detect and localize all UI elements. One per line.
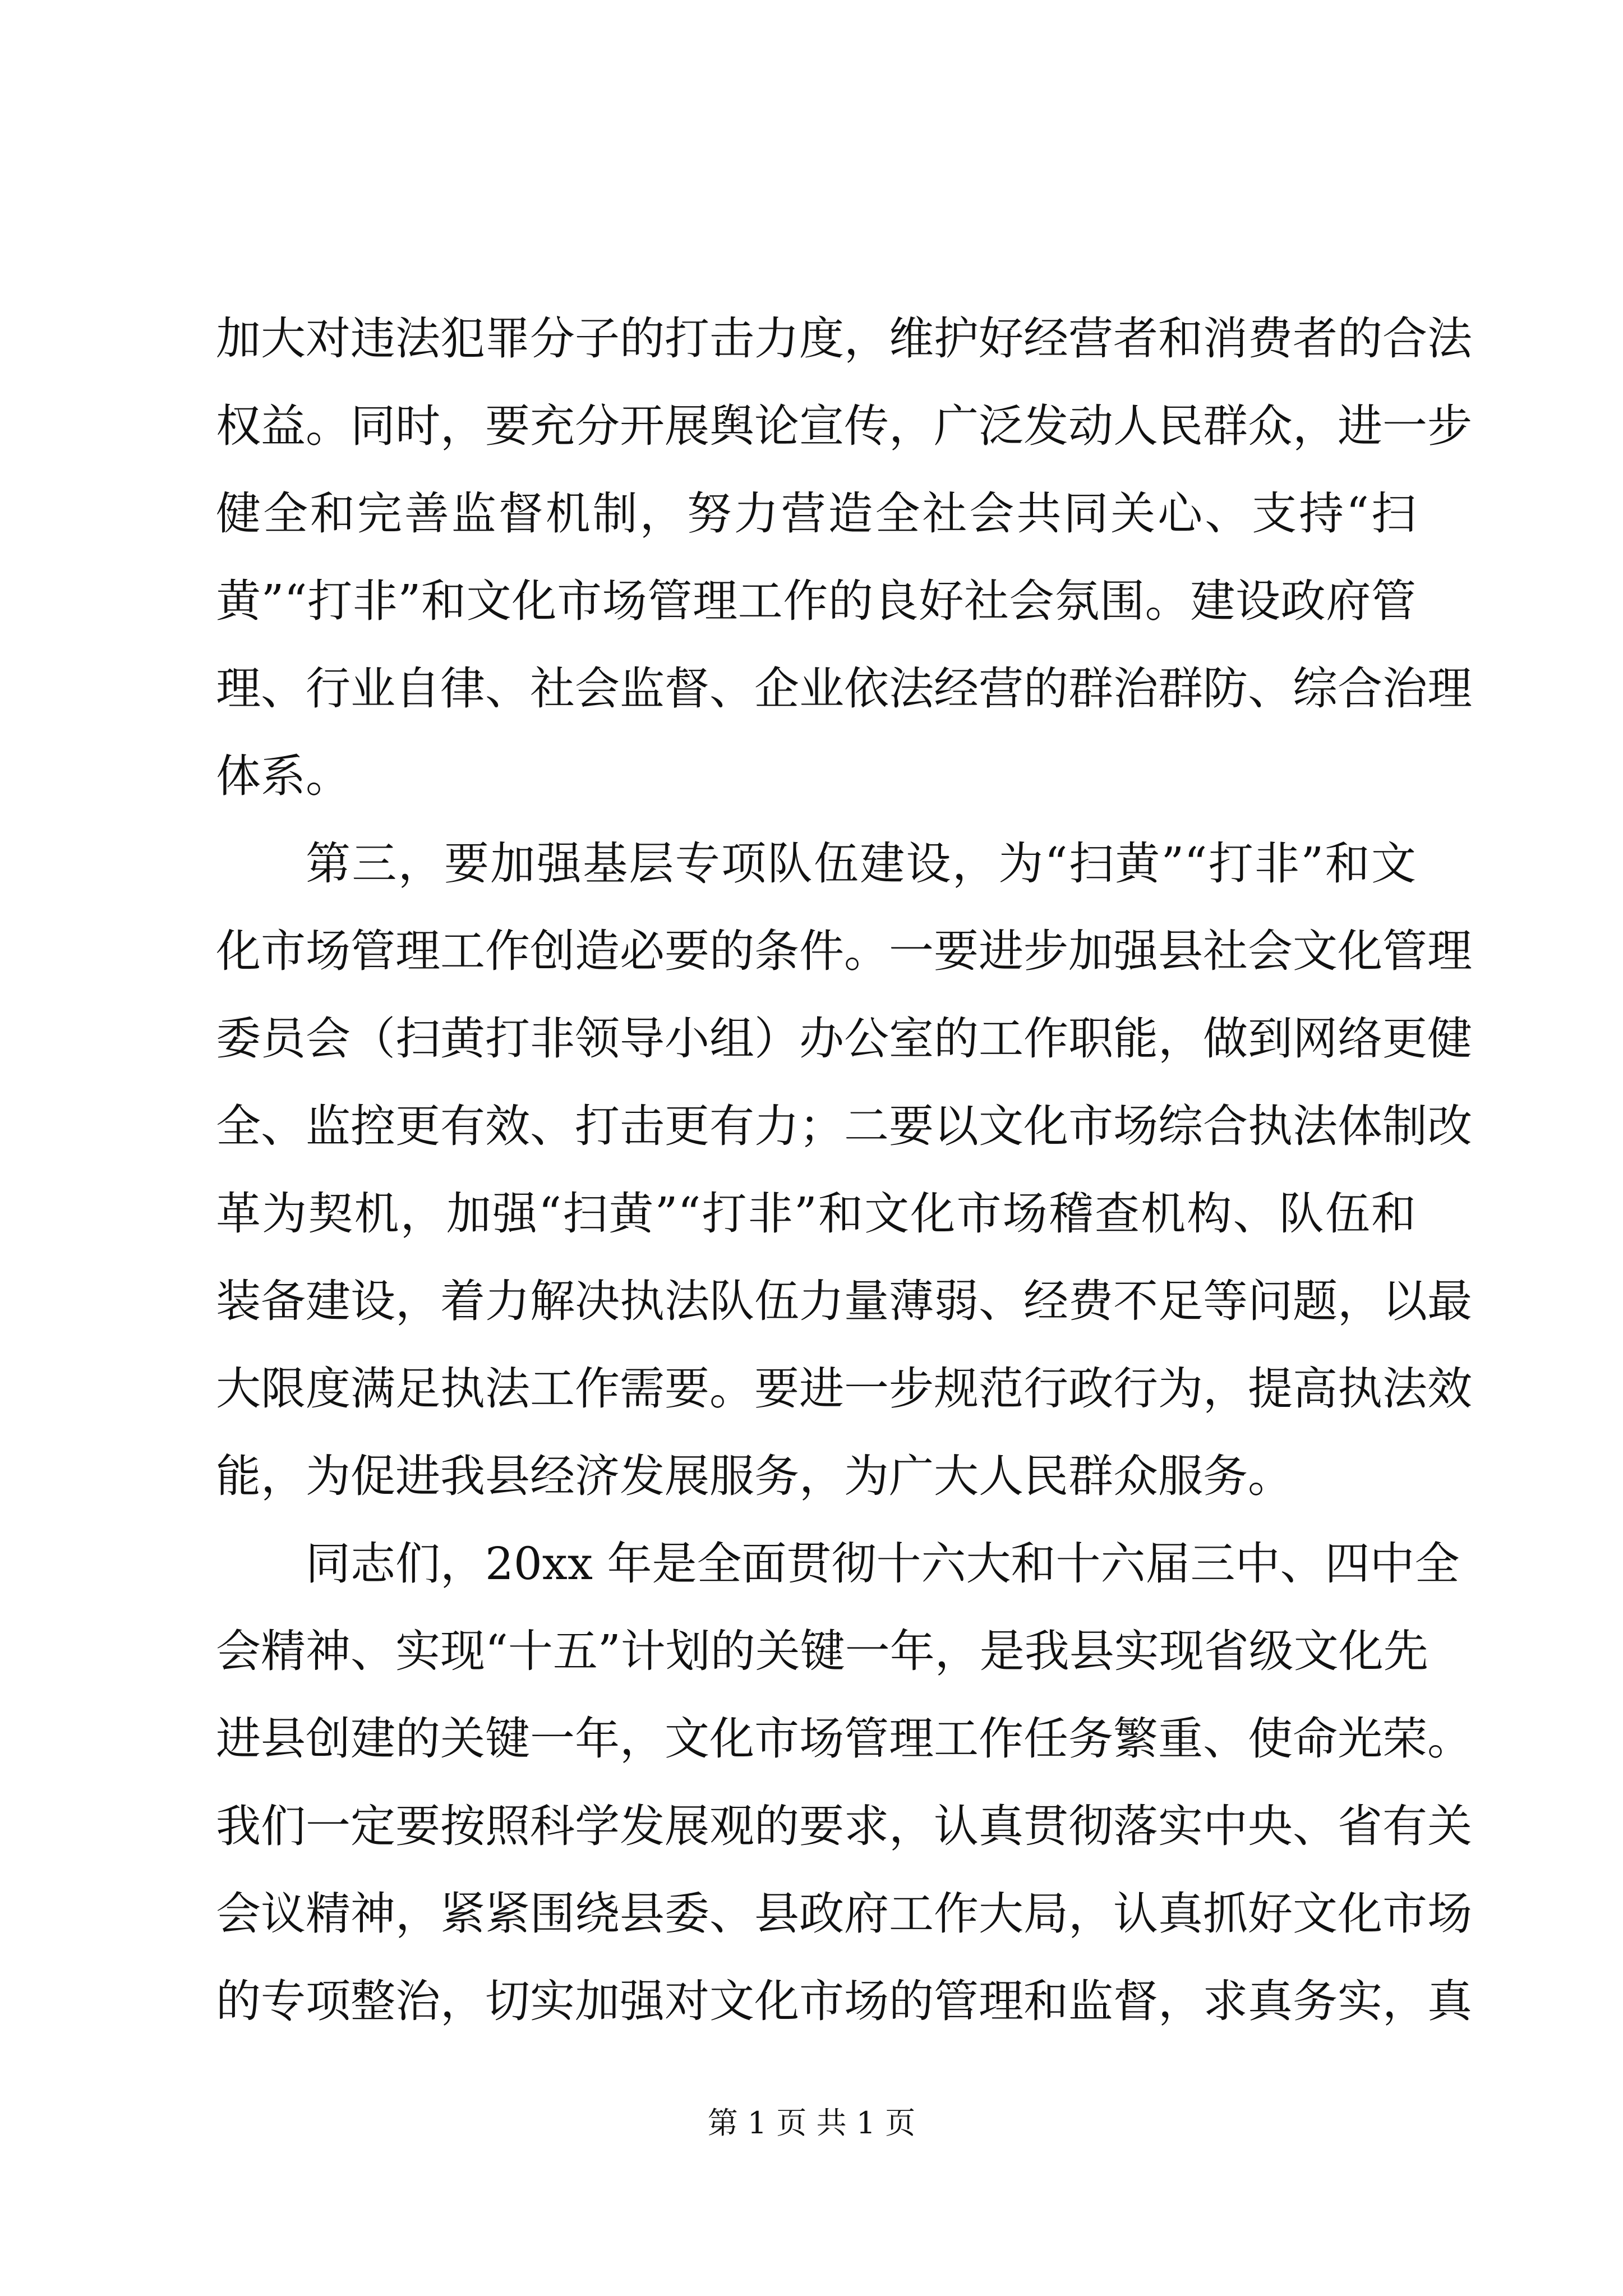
document-body [216,295,1472,2045]
text-line: 会精神、实现“十五”计划的关键一年，是我县实现省级文化先 [216,1625,1428,1677]
text-line: 健全和完善监督机制，努力营造全社会共同关心、支持“扫 [216,487,1416,540]
page-footer [0,2101,1623,2146]
text-line: 同志们，20xx 年是全面贯彻十六大和十六届三中、四中全 [306,1538,1460,1590]
text-line: 进县创建的关键一年，文化市场管理工作任务繁重、使命光荣。 [216,1713,1472,1765]
text-line: 加大对违法犯罪分子的打击力度，维护好经营者和消费者的合法 [216,312,1472,365]
text-line: 能，为促进我县经济发展服务，为广大人民群众服务。 [216,1450,1293,1502]
text-line: 化市场管理工作创造必要的条件。一要进步加强县社会文化管理 [216,925,1472,977]
paragraph-1 [216,295,1472,820]
text-line: 权益。同时，要充分开展舆论宣传，广泛发动人民群众，进一步 [216,400,1472,452]
text-line: 黄”“打非”和文化市场管理工作的良好社会氛围。建设政府管 [216,575,1416,627]
text-line: 理、行业自律、社会监督、企业依法经营的群治群防、综合治理 [216,662,1472,715]
paragraph-2 [216,820,1472,1520]
text-line: 第三，要加强基层专项队伍建设，为“扫黄”“打非”和文 [306,838,1416,890]
text-line: 装备建设，着力解决执法队伍力量薄弱、经费不足等问题，以最 [216,1275,1472,1327]
text-line: 委员会（扫黄打非领导小组）办公室的工作职能，做到网络更健 [216,1013,1472,1065]
text-line: 会议精神，紧紧围绕县委、县政府工作大局，认真抓好文化市场 [216,1888,1472,1940]
text-line: 体系。 [216,750,351,802]
text-line: 革为契机，加强“扫黄”“打非”和文化市场稽查机构、队伍和 [216,1188,1416,1240]
page-number: 第 1 页 共 1 页 [707,2105,916,2141]
paragraph-3 [216,1520,1472,2045]
text-line: 的专项整治，切实加强对文化市场的管理和监督，求真务实，真 [216,1975,1472,2027]
text-line: 全、监控更有效、打击更有力；二要以文化市场综合执法体制改 [216,1100,1472,1152]
text-line: 大限度满足执法工作需要。要进一步规范行政行为，提高执法效 [216,1363,1472,1415]
text-line: 我们一定要按照科学发展观的要求，认真贯彻落实中央、省有关 [216,1800,1472,1852]
